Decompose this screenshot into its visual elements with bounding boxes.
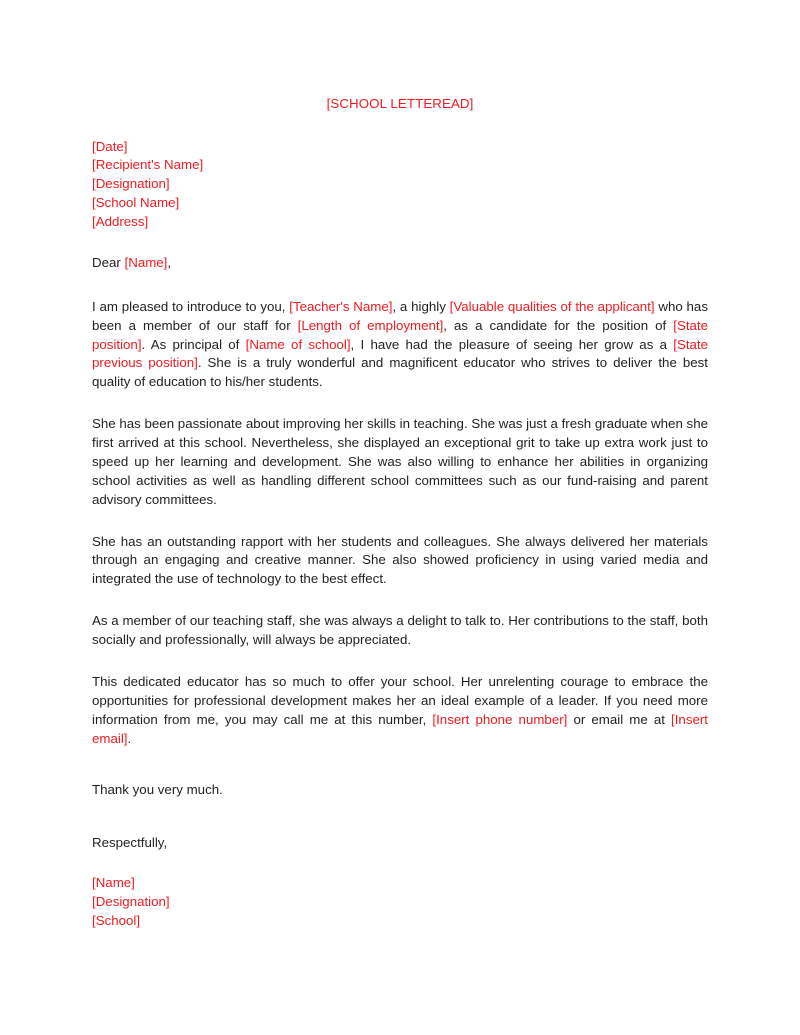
designation-placeholder: [Designation] — [92, 176, 170, 192]
p1-seg4: , as a candidate for the position of — [443, 317, 674, 333]
letter-content — [92, 0, 708, 931]
state-previous-position-placeholder: [State previous position] — [92, 336, 708, 371]
school-name-placeholder: [School Name] — [92, 195, 180, 211]
closing-line: Respectfully, — [92, 835, 168, 851]
p1-seg7: . She is a truly wonderful and magnificent educator who strives to deliver the best quality of education to his/her students. — [92, 355, 708, 390]
address-placeholder: [Address] — [92, 214, 149, 230]
insert-email-placeholder: [Insert email] — [92, 711, 708, 746]
paragraph-3: She has an outstanding rapport with her students and colleagues. She always delivered her materials through an engaging and creative manner. She also showed proficiency in using varied media and integrated the use of technology to the best effect. — [92, 533, 708, 587]
salutation-comma: , — [167, 254, 172, 270]
name-of-school-placeholder: [Name of school] — [245, 336, 351, 352]
signature-designation-placeholder: [Designation] — [92, 894, 170, 910]
recipient-name-placeholder: [Recipient's Name] — [92, 157, 204, 173]
paragraph-5 — [92, 650, 708, 749]
paragraph-2: She has been passionate about improving her skills in teaching. She was just a fresh graduate when she first arrived at this school. Nevertheless, she displayed an exceptional grit to take up extra work just to speed up her learning and development. She was also willing to enhance her abilities in organizing school activities as well as handling different school committees such as our fund-raising and parent advisory committees. — [92, 416, 708, 507]
thank-you-line: Thank you very much. — [92, 782, 223, 798]
p5-seg2: or email me at — [567, 711, 672, 727]
p1-seg6: , I have had the pleasure of seeing her grow as a — [350, 336, 674, 352]
p1-seg1: I am pleased to introduce to you, — [92, 298, 290, 314]
signature-school-placeholder: [School] — [92, 912, 141, 928]
salutation-greeting: Dear — [92, 254, 125, 270]
p5-seg3: . — [127, 730, 132, 746]
school-letterhead: [SCHOOL LETTEREAD] — [326, 96, 474, 111]
address-block — [92, 138, 708, 232]
salutation-line — [92, 254, 708, 273]
p5-seg1: This dedicated educator has so much to offer your school. Her unrelenting courage to embrace the opportunities for professional development makes her an ideal example of a leader. If you need more information from me, you may call me at this number, — [92, 673, 708, 727]
paragraph-4: As a member of our teaching staff, she was always a delight to talk to. Her contributions to the staff, both socially and professionally, will always be appreciated. — [92, 613, 708, 648]
p1-seg5: . As principal of — [141, 336, 246, 352]
date-placeholder: [Date] — [92, 138, 128, 154]
paragraph-1 — [92, 273, 708, 392]
insert-phone-number-placeholder: [Insert phone number] — [432, 711, 568, 727]
length-employment-placeholder: [Length of employment] — [297, 317, 444, 333]
state-position-placeholder: [State position] — [92, 317, 708, 352]
signature-name-placeholder: [Name] — [92, 875, 135, 891]
valuable-qualities-placeholder: [Valuable qualities of the applicant] — [449, 298, 655, 314]
teacher-name-placeholder: [Teacher's Name] — [289, 298, 393, 314]
p1-seg3: who has been a member of our staff for — [92, 298, 708, 333]
signature-block — [92, 853, 708, 931]
p1-seg2: , a highly — [392, 298, 450, 314]
salutation-name-placeholder: [Name] — [124, 254, 168, 270]
